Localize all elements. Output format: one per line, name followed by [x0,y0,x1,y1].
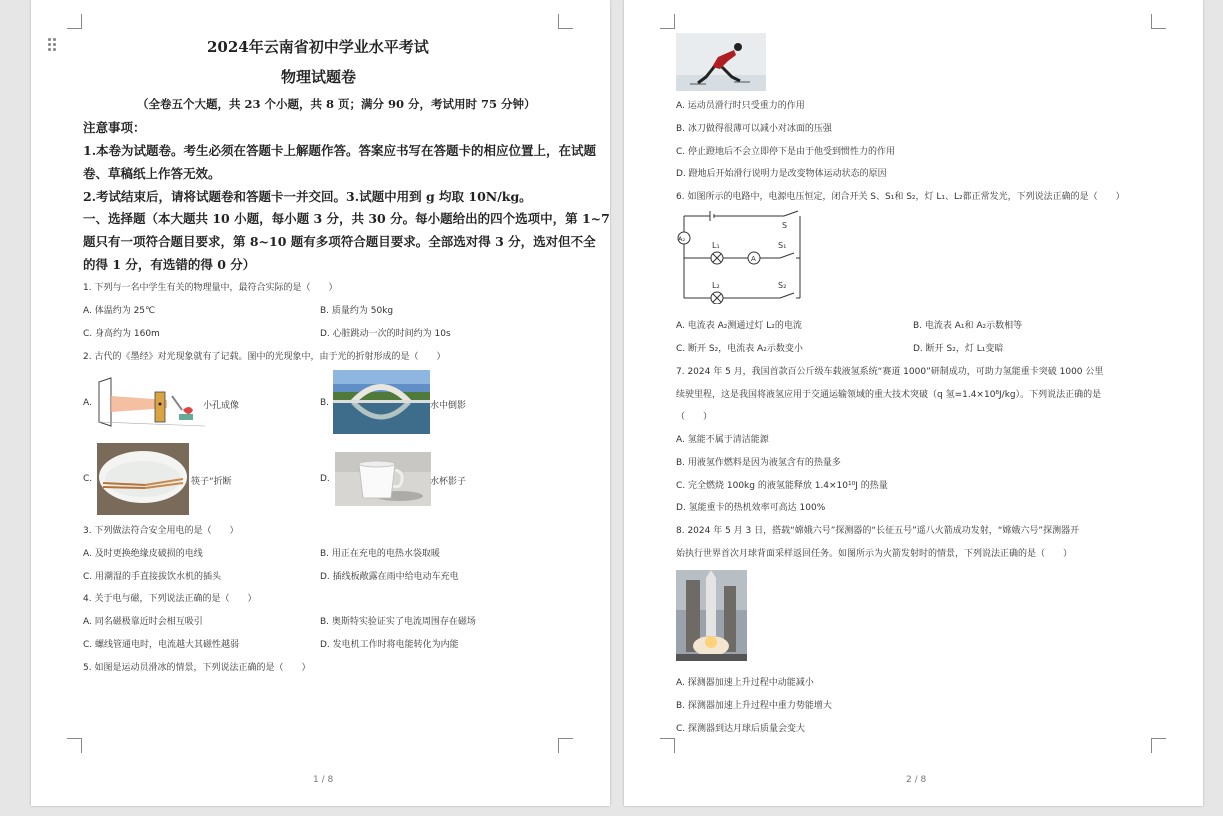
page-corner-mark [558,14,573,29]
q2-option-d-letter: D. [320,474,330,484]
page-corner-mark [660,14,675,29]
circuit-ammeter-a1: A [751,255,756,263]
question-8-line-2: 始执行世界首次月球背面采样返回任务。如图所示为火箭发射时的情景，下列说法正确的是（ ） [676,549,1073,559]
q8-option-b: B. 探测器加速上升过程中重力势能增大 [676,701,832,711]
q3-option-c: C. 用潮湿的手直接拔饮水机的插头 [83,572,222,582]
page-corner-mark [67,738,82,753]
q5-option-b: B. 冰刀做得很薄可以减小对冰面的压强 [676,124,832,134]
exam-info: （全卷五个大题，共 23 个小题，共 8 页；满分 90 分，考试用时 75 分钟） [137,97,536,111]
page-corner-mark [1151,738,1166,753]
note-2: 2.考试结束后，请将试题卷和答题卡一并交回。3.试题中用到 g 均取 10N/kg。 [83,189,532,204]
document-page-2 [624,0,1203,806]
bridge-reflection-image [333,370,430,434]
page-number: 2 / 8 [906,775,927,785]
document-page-1 [31,0,610,806]
section-1-line-1: 一、选择题（本大题共 10 小题，每小题 3 分，共 30 分。每小题给出的四个选项中，第 1~7 [83,211,610,226]
q4-option-b: B. 奥斯特实验证实了电流周围存在磁场 [320,617,476,627]
section-1-line-2: 题只有一项符合题目要求，第 8~10 题有多项符合题目要求。全部选对得 3 分，选对但不全 [83,234,596,249]
page-corner-mark [67,14,82,29]
q3-option-b: B. 用正在充电的电热水袋取暖 [320,549,440,559]
note-1-line-2: 卷、草稿纸上作答无效。 [83,166,221,181]
q6-option-a: A. 电流表 A₂测通过灯 L₂的电流 [676,321,802,331]
pinhole-imaging-image [97,376,207,430]
q2-option-a-letter: A. [83,398,92,408]
page-corner-mark [660,738,675,753]
question-7-line-3: （ ） [676,412,713,422]
q3-option-a: A. 及时更换绝缘皮破损的电线 [83,549,203,559]
q3-option-d: D. 插线板敞露在雨中给电动车充电 [320,572,459,582]
q6-option-d: D. 断开 S₂，灯 L₁变暗 [913,344,1004,354]
circuit-label-l1: L₁ [712,241,720,250]
question-6: 6. 如图所示的电路中，电源电压恒定，闭合开关 S、S₁和 S₂，灯 L₁、L₂都正常发光，下列说法正确的是（ ） [676,192,1125,202]
q2-option-b-caption: 水中倒影 [430,401,467,411]
q2-option-c-caption: 筷子“折断 [191,477,232,487]
q2-option-d-caption: 水杯影子 [430,477,467,487]
question-5: 5. 如图是运动员滑冰的情景，下列说法正确的是（ ） [83,663,311,673]
q8-option-c: C. 探测器到达月球后质量会变大 [676,724,806,734]
question-7-line-1: 7. 2024 年 5 月，我国首款百公斤级车载液氢系统“赛道 1000”研制成功，可助力氢能重卡突破 1000 公里 [676,367,1104,377]
section-1-line-3: 的得 1 分，有选错的得 0 分） [83,257,256,272]
question-3: 3. 下列做法符合安全用电的是（ ） [83,526,239,536]
q1-option-a: A. 体温约为 25℃ [83,306,156,316]
cup-shadow-image [335,452,431,506]
speed-skater-image [676,33,766,91]
q5-option-d: D. 蹬地后开始滑行说明力是改变物体运动状态的原因 [676,169,887,179]
notes-heading: 注意事项： [83,120,146,135]
circuit-label-s2: S₂ [778,281,787,290]
circuit-label-s1: S₁ [778,241,787,250]
q1-option-b: B. 质量约为 50kg [320,306,394,316]
q2-option-a-caption: 小孔成像 [203,401,240,411]
q7-option-b: B. 用液氢作燃料是因为液氢含有的热量多 [676,458,841,468]
q5-option-c: C. 停止蹬地后不会立即停下是由于他受到惯性力的作用 [676,147,896,157]
question-2: 2. 古代的《墨经》对光现象就有了记载。图中的光现象中，由于光的折射形成的是（ ） [83,352,446,362]
chopsticks-in-bowl-image [97,443,189,515]
q7-option-a: A. 氢能不属于清洁能源 [676,435,769,445]
exam-title: 2024年云南省初中学业水平考试 [207,38,429,56]
circuit-label-l2: L₂ [712,281,720,290]
q4-option-d: D. 发电机工作时将电能转化为内能 [320,640,459,650]
question-4: 4. 关于电与磁，下列说法正确的是（ ） [83,594,257,604]
q8-option-a: A. 探测器加速上升过程中动能减小 [676,678,814,688]
exam-subtitle: 物理试题卷 [281,68,357,86]
q2-option-c-letter: C. [83,474,93,484]
q7-option-d: D. 氢能重卡的热机效率可高达 100% [676,503,826,513]
q6-option-c: C. 断开 S₂，电流表 A₂示数变小 [676,344,803,354]
q4-option-c: C. 螺线管通电时，电流越大其磁性越弱 [83,640,240,650]
q6-option-b: B. 电流表 A₁和 A₂示数相等 [913,321,1023,331]
q1-option-d: D. 心脏跳动一次的时间约为 10s [320,329,451,339]
q7-option-c: C. 完全燃烧 100kg 的液氢能释放 1.4×10¹⁰J 的热量 [676,481,888,491]
question-1: 1. 下列与一名中学生有关的物理量中，最符合实际的是（ ） [83,283,338,293]
drag-handle-icon[interactable] [48,38,58,52]
page-corner-mark [1151,14,1166,29]
q4-option-a: A. 同名磁极靠近时会相互吸引 [83,617,203,627]
q1-option-c: C. 身高约为 160m [83,329,160,339]
q5-option-a: A. 运动员滑行时只受重力的作用 [676,101,805,111]
page-number: 1 / 8 [313,775,334,785]
note-1-line-1: 1.本卷为试题卷。考生必须在答题卡上解题作答。答案应书写在答题卡的相应位置上，在试题 [83,143,597,158]
circuit-ammeter-a2: A₂ [678,235,686,243]
circuit-diagram [674,208,804,304]
q2-option-b-letter: B. [320,398,330,408]
question-7-line-2: 续驶里程，这是我国将液氢应用于交通运输领域的重大技术突破（q 氢=1.4×10⁸J/kg）。下列说法正确的是 [676,390,1102,400]
page-corner-mark [558,738,573,753]
rocket-launch-image [676,570,747,661]
question-8-line-1: 8. 2024 年 5 月 3 日，搭载“嫦娥六号”探测器的“长征五号”遥八火箭成功发射，“嫦娥六号”探测器开 [676,526,1080,536]
circuit-label-s: S [782,221,788,230]
